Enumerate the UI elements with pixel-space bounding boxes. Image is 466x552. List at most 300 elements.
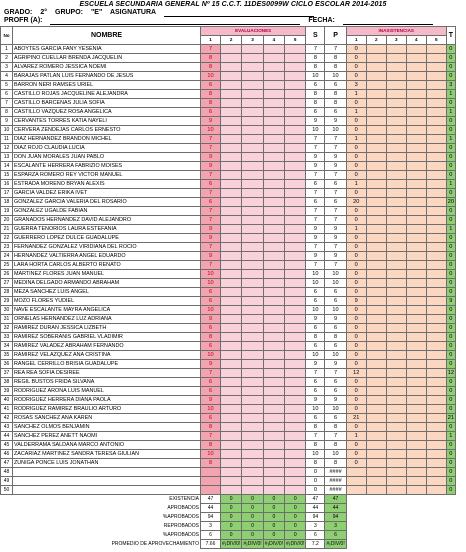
inasistencia-1-cell[interactable]: 1	[346, 90, 366, 99]
eval-3-cell[interactable]	[242, 108, 263, 117]
eval-5-cell[interactable]	[285, 342, 306, 351]
eval-2-cell[interactable]	[221, 162, 242, 171]
eval-2-cell[interactable]	[221, 216, 242, 225]
inasistencia-1-cell[interactable]: 1	[346, 180, 366, 189]
eval-5-cell[interactable]	[285, 261, 306, 270]
inasistencia-2-cell[interactable]	[366, 342, 386, 351]
inasistencia-4-cell[interactable]	[406, 387, 426, 396]
eval-3-cell[interactable]	[242, 369, 263, 378]
eval-1-cell[interactable]: 9	[201, 315, 221, 324]
inasistencia-2-cell[interactable]	[366, 198, 386, 207]
eval-2-cell[interactable]	[221, 198, 242, 207]
eval-5-cell[interactable]	[285, 144, 306, 153]
inasistencia-5-cell[interactable]	[426, 261, 446, 270]
eval-4-cell[interactable]	[263, 414, 284, 423]
inasistencia-3-cell[interactable]	[386, 234, 406, 243]
inasistencia-1-cell[interactable]: 0	[346, 252, 366, 261]
eval-4-cell[interactable]	[263, 234, 284, 243]
eval-4-cell[interactable]	[263, 459, 284, 468]
inasistencia-2-cell[interactable]	[366, 216, 386, 225]
eval-5-cell[interactable]	[285, 486, 306, 495]
inasistencia-3-cell[interactable]	[386, 189, 406, 198]
eval-5-cell[interactable]	[285, 207, 306, 216]
eval-1-cell[interactable]: 9	[201, 225, 221, 234]
eval-3-cell[interactable]	[242, 270, 263, 279]
eval-4-cell[interactable]	[263, 126, 284, 135]
eval-5-cell[interactable]	[285, 270, 306, 279]
inasistencia-2-cell[interactable]	[366, 477, 386, 486]
inasistencia-4-cell[interactable]	[406, 279, 426, 288]
inasistencia-2-cell[interactable]	[366, 45, 386, 54]
inasistencia-1-cell[interactable]: 0	[346, 216, 366, 225]
eval-4-cell[interactable]	[263, 423, 284, 432]
eval-2-cell[interactable]	[221, 180, 242, 189]
inasistencia-4-cell[interactable]	[406, 486, 426, 495]
inasistencia-4-cell[interactable]	[406, 270, 426, 279]
eval-1-cell[interactable]: 9	[201, 117, 221, 126]
eval-3-cell[interactable]	[242, 414, 263, 423]
eval-5-cell[interactable]	[285, 333, 306, 342]
eval-3-cell[interactable]	[242, 180, 263, 189]
inasistencia-4-cell[interactable]	[406, 450, 426, 459]
inasistencia-5-cell[interactable]	[426, 171, 446, 180]
inasistencia-5-cell[interactable]	[426, 126, 446, 135]
inasistencia-3-cell[interactable]	[386, 288, 406, 297]
eval-3-cell[interactable]	[242, 387, 263, 396]
eval-5-cell[interactable]	[285, 387, 306, 396]
eval-4-cell[interactable]	[263, 207, 284, 216]
eval-3-cell[interactable]	[242, 252, 263, 261]
eval-2-cell[interactable]	[221, 288, 242, 297]
inasistencia-3-cell[interactable]	[386, 423, 406, 432]
eval-4-cell[interactable]	[263, 477, 284, 486]
inasistencia-5-cell[interactable]	[426, 225, 446, 234]
inasistencia-1-cell[interactable]: 0	[346, 171, 366, 180]
eval-2-cell[interactable]	[221, 270, 242, 279]
inasistencia-3-cell[interactable]	[386, 396, 406, 405]
eval-4-cell[interactable]	[263, 360, 284, 369]
inasistencia-3-cell[interactable]	[386, 378, 406, 387]
eval-1-cell[interactable]: 10	[201, 72, 221, 81]
inasistencia-3-cell[interactable]	[386, 81, 406, 90]
eval-1-cell[interactable]: 6	[201, 288, 221, 297]
eval-4-cell[interactable]	[263, 351, 284, 360]
eval-4-cell[interactable]	[263, 90, 284, 99]
inasistencia-2-cell[interactable]	[366, 99, 386, 108]
inasistencia-3-cell[interactable]	[386, 369, 406, 378]
eval-5-cell[interactable]	[285, 252, 306, 261]
eval-2-cell[interactable]	[221, 396, 242, 405]
inasistencia-1-cell[interactable]: 0	[346, 189, 366, 198]
eval-4-cell[interactable]	[263, 108, 284, 117]
inasistencia-5-cell[interactable]	[426, 279, 446, 288]
eval-3-cell[interactable]	[242, 162, 263, 171]
inasistencia-2-cell[interactable]	[366, 279, 386, 288]
inasistencia-2-cell[interactable]	[366, 162, 386, 171]
inasistencia-2-cell[interactable]	[366, 396, 386, 405]
eval-1-cell[interactable]: 7	[201, 171, 221, 180]
eval-4-cell[interactable]	[263, 450, 284, 459]
inasistencia-4-cell[interactable]	[406, 342, 426, 351]
eval-2-cell[interactable]	[221, 360, 242, 369]
eval-2-cell[interactable]	[221, 468, 242, 477]
eval-5-cell[interactable]	[285, 477, 306, 486]
inasistencia-5-cell[interactable]	[426, 396, 446, 405]
eval-4-cell[interactable]	[263, 252, 284, 261]
eval-3-cell[interactable]	[242, 207, 263, 216]
eval-3-cell[interactable]	[242, 45, 263, 54]
inasistencia-2-cell[interactable]	[366, 180, 386, 189]
eval-1-cell[interactable]: 9	[201, 396, 221, 405]
eval-4-cell[interactable]	[263, 324, 284, 333]
eval-3-cell[interactable]	[242, 468, 263, 477]
eval-5-cell[interactable]	[285, 306, 306, 315]
inasistencia-4-cell[interactable]	[406, 99, 426, 108]
inasistencia-1-cell[interactable]: 3	[346, 81, 366, 90]
inasistencia-4-cell[interactable]	[406, 198, 426, 207]
inasistencia-5-cell[interactable]	[426, 450, 446, 459]
eval-3-cell[interactable]	[242, 486, 263, 495]
inasistencia-3-cell[interactable]	[386, 333, 406, 342]
inasistencia-1-cell[interactable]: 0	[346, 45, 366, 54]
eval-1-cell[interactable]: 10	[201, 450, 221, 459]
eval-5-cell[interactable]	[285, 63, 306, 72]
inasistencia-4-cell[interactable]	[406, 54, 426, 63]
inasistencia-5-cell[interactable]	[426, 180, 446, 189]
eval-3-cell[interactable]	[242, 90, 263, 99]
eval-4-cell[interactable]	[263, 99, 284, 108]
inasistencia-2-cell[interactable]	[366, 63, 386, 72]
eval-3-cell[interactable]	[242, 261, 263, 270]
inasistencia-1-cell[interactable]: 1	[346, 135, 366, 144]
inasistencia-3-cell[interactable]	[386, 117, 406, 126]
inasistencia-4-cell[interactable]	[406, 405, 426, 414]
eval-1-cell[interactable]: 8	[201, 441, 221, 450]
eval-3-cell[interactable]	[242, 135, 263, 144]
inasistencia-3-cell[interactable]	[386, 162, 406, 171]
inasistencia-1-cell[interactable]: 0	[346, 126, 366, 135]
inasistencia-4-cell[interactable]	[406, 369, 426, 378]
inasistencia-4-cell[interactable]	[406, 108, 426, 117]
inasistencia-2-cell[interactable]	[366, 378, 386, 387]
inasistencia-5-cell[interactable]	[426, 342, 446, 351]
inasistencia-4-cell[interactable]	[406, 126, 426, 135]
inasistencia-1-cell[interactable]: 20	[346, 198, 366, 207]
eval-3-cell[interactable]	[242, 234, 263, 243]
eval-3-cell[interactable]	[242, 171, 263, 180]
eval-1-cell[interactable]: 10	[201, 405, 221, 414]
eval-3-cell[interactable]	[242, 99, 263, 108]
eval-5-cell[interactable]	[285, 72, 306, 81]
inasistencia-5-cell[interactable]	[426, 477, 446, 486]
eval-3-cell[interactable]	[242, 225, 263, 234]
inasistencia-3-cell[interactable]	[386, 486, 406, 495]
inasistencia-4-cell[interactable]	[406, 153, 426, 162]
inasistencia-1-cell[interactable]: 9	[346, 297, 366, 306]
eval-3-cell[interactable]	[242, 360, 263, 369]
eval-2-cell[interactable]	[221, 117, 242, 126]
inasistencia-3-cell[interactable]	[386, 171, 406, 180]
inasistencia-2-cell[interactable]	[366, 468, 386, 477]
inasistencia-3-cell[interactable]	[386, 72, 406, 81]
inasistencia-5-cell[interactable]	[426, 405, 446, 414]
inasistencia-3-cell[interactable]	[386, 270, 406, 279]
eval-5-cell[interactable]	[285, 297, 306, 306]
inasistencia-4-cell[interactable]	[406, 189, 426, 198]
inasistencia-1-cell[interactable]: 0	[346, 270, 366, 279]
inasistencia-4-cell[interactable]	[406, 135, 426, 144]
eval-3-cell[interactable]	[242, 216, 263, 225]
inasistencia-2-cell[interactable]	[366, 261, 386, 270]
inasistencia-1-cell[interactable]: 1	[346, 432, 366, 441]
inasistencia-4-cell[interactable]	[406, 81, 426, 90]
eval-2-cell[interactable]	[221, 63, 242, 72]
inasistencia-4-cell[interactable]	[406, 243, 426, 252]
eval-1-cell[interactable]: 10	[201, 306, 221, 315]
eval-4-cell[interactable]	[263, 225, 284, 234]
inasistencia-4-cell[interactable]	[406, 216, 426, 225]
eval-5-cell[interactable]	[285, 459, 306, 468]
eval-1-cell[interactable]: 6	[201, 198, 221, 207]
eval-3-cell[interactable]	[242, 72, 263, 81]
eval-3-cell[interactable]	[242, 450, 263, 459]
inasistencia-2-cell[interactable]	[366, 108, 386, 117]
eval-3-cell[interactable]	[242, 81, 263, 90]
eval-5-cell[interactable]	[285, 432, 306, 441]
inasistencia-5-cell[interactable]	[426, 423, 446, 432]
eval-3-cell[interactable]	[242, 117, 263, 126]
eval-3-cell[interactable]	[242, 63, 263, 72]
eval-4-cell[interactable]	[263, 468, 284, 477]
eval-2-cell[interactable]	[221, 45, 242, 54]
eval-5-cell[interactable]	[285, 423, 306, 432]
eval-2-cell[interactable]	[221, 171, 242, 180]
inasistencia-4-cell[interactable]	[406, 333, 426, 342]
eval-5-cell[interactable]	[285, 414, 306, 423]
inasistencia-1-cell[interactable]: 0	[346, 234, 366, 243]
inasistencia-4-cell[interactable]	[406, 63, 426, 72]
eval-3-cell[interactable]	[242, 342, 263, 351]
inasistencia-5-cell[interactable]	[426, 387, 446, 396]
eval-4-cell[interactable]	[263, 135, 284, 144]
eval-2-cell[interactable]	[221, 387, 242, 396]
inasistencia-2-cell[interactable]	[366, 144, 386, 153]
inasistencia-4-cell[interactable]	[406, 468, 426, 477]
inasistencia-1-cell[interactable]: 0	[346, 459, 366, 468]
eval-1-cell[interactable]: 6	[201, 324, 221, 333]
inasistencia-5-cell[interactable]	[426, 117, 446, 126]
eval-1-cell[interactable]: 10	[201, 270, 221, 279]
inasistencia-1-cell[interactable]: 0	[346, 306, 366, 315]
inasistencia-3-cell[interactable]	[386, 90, 406, 99]
inasistencia-3-cell[interactable]	[386, 360, 406, 369]
inasistencia-5-cell[interactable]	[426, 360, 446, 369]
inasistencia-3-cell[interactable]	[386, 243, 406, 252]
eval-1-cell[interactable]: 9	[201, 360, 221, 369]
eval-3-cell[interactable]	[242, 189, 263, 198]
eval-4-cell[interactable]	[263, 306, 284, 315]
eval-5-cell[interactable]	[285, 468, 306, 477]
inasistencia-2-cell[interactable]	[366, 135, 386, 144]
eval-2-cell[interactable]	[221, 432, 242, 441]
inasistencia-5-cell[interactable]	[426, 216, 446, 225]
inasistencia-1-cell[interactable]: 0	[346, 315, 366, 324]
eval-5-cell[interactable]	[285, 351, 306, 360]
inasistencia-4-cell[interactable]	[406, 315, 426, 324]
inasistencia-2-cell[interactable]	[366, 441, 386, 450]
inasistencia-4-cell[interactable]	[406, 306, 426, 315]
inasistencia-4-cell[interactable]	[406, 144, 426, 153]
eval-2-cell[interactable]	[221, 252, 242, 261]
eval-1-cell[interactable]: 6	[201, 180, 221, 189]
eval-1-cell[interactable]: 8	[201, 90, 221, 99]
inasistencia-1-cell[interactable]: 21	[346, 414, 366, 423]
inasistencia-1-cell[interactable]: 0	[346, 396, 366, 405]
eval-4-cell[interactable]	[263, 54, 284, 63]
eval-5-cell[interactable]	[285, 441, 306, 450]
inasistencia-4-cell[interactable]	[406, 207, 426, 216]
eval-4-cell[interactable]	[263, 369, 284, 378]
inasistencia-2-cell[interactable]	[366, 405, 386, 414]
eval-3-cell[interactable]	[242, 477, 263, 486]
inasistencia-4-cell[interactable]	[406, 261, 426, 270]
inasistencia-1-cell[interactable]: 0	[346, 54, 366, 63]
eval-2-cell[interactable]	[221, 477, 242, 486]
inasistencia-1-cell[interactable]: 0	[346, 405, 366, 414]
inasistencia-5-cell[interactable]	[426, 486, 446, 495]
inasistencia-2-cell[interactable]	[366, 315, 386, 324]
eval-2-cell[interactable]	[221, 99, 242, 108]
inasistencia-4-cell[interactable]	[406, 171, 426, 180]
inasistencia-5-cell[interactable]	[426, 252, 446, 261]
inasistencia-1-cell[interactable]: 1	[346, 225, 366, 234]
inasistencia-1-cell[interactable]: 0	[346, 342, 366, 351]
inasistencia-5-cell[interactable]	[426, 198, 446, 207]
eval-2-cell[interactable]	[221, 207, 242, 216]
inasistencia-5-cell[interactable]	[426, 468, 446, 477]
inasistencia-3-cell[interactable]	[386, 387, 406, 396]
eval-4-cell[interactable]	[263, 441, 284, 450]
inasistencia-1-cell[interactable]: 0	[346, 117, 366, 126]
eval-4-cell[interactable]	[263, 315, 284, 324]
inasistencia-1-cell[interactable]: 0	[346, 72, 366, 81]
eval-2-cell[interactable]	[221, 72, 242, 81]
inasistencia-3-cell[interactable]	[386, 99, 406, 108]
eval-1-cell[interactable]: 7	[201, 432, 221, 441]
inasistencia-1-cell[interactable]: 0	[346, 288, 366, 297]
inasistencia-2-cell[interactable]	[366, 234, 386, 243]
inasistencia-1-cell[interactable]: 0	[346, 351, 366, 360]
inasistencia-4-cell[interactable]	[406, 225, 426, 234]
eval-1-cell[interactable]: 6	[201, 378, 221, 387]
eval-3-cell[interactable]	[242, 396, 263, 405]
eval-5-cell[interactable]	[285, 54, 306, 63]
inasistencia-5-cell[interactable]	[426, 90, 446, 99]
eval-3-cell[interactable]	[242, 333, 263, 342]
inasistencia-3-cell[interactable]	[386, 279, 406, 288]
inasistencia-2-cell[interactable]	[366, 252, 386, 261]
inasistencia-4-cell[interactable]	[406, 477, 426, 486]
eval-2-cell[interactable]	[221, 90, 242, 99]
eval-2-cell[interactable]	[221, 414, 242, 423]
inasistencia-3-cell[interactable]	[386, 477, 406, 486]
inasistencia-2-cell[interactable]	[366, 72, 386, 81]
inasistencia-3-cell[interactable]	[386, 252, 406, 261]
eval-3-cell[interactable]	[242, 144, 263, 153]
inasistencia-1-cell[interactable]: 0	[346, 378, 366, 387]
eval-4-cell[interactable]	[263, 171, 284, 180]
eval-1-cell[interactable]: 7	[201, 369, 221, 378]
inasistencia-4-cell[interactable]	[406, 162, 426, 171]
inasistencia-2-cell[interactable]	[366, 171, 386, 180]
eval-2-cell[interactable]	[221, 369, 242, 378]
eval-2-cell[interactable]	[221, 189, 242, 198]
inasistencia-3-cell[interactable]	[386, 441, 406, 450]
inasistencia-3-cell[interactable]	[386, 315, 406, 324]
eval-4-cell[interactable]	[263, 333, 284, 342]
eval-2-cell[interactable]	[221, 225, 242, 234]
inasistencia-1-cell[interactable]: 0	[346, 99, 366, 108]
inasistencia-3-cell[interactable]	[386, 225, 406, 234]
inasistencia-5-cell[interactable]	[426, 189, 446, 198]
eval-4-cell[interactable]	[263, 396, 284, 405]
inasistencia-2-cell[interactable]	[366, 225, 386, 234]
inasistencia-2-cell[interactable]	[366, 117, 386, 126]
inasistencia-3-cell[interactable]	[386, 351, 406, 360]
eval-1-cell[interactable]: 8	[201, 333, 221, 342]
eval-4-cell[interactable]	[263, 279, 284, 288]
inasistencia-2-cell[interactable]	[366, 360, 386, 369]
inasistencia-3-cell[interactable]	[386, 108, 406, 117]
eval-5-cell[interactable]	[285, 315, 306, 324]
inasistencia-5-cell[interactable]	[426, 234, 446, 243]
eval-5-cell[interactable]	[285, 396, 306, 405]
inasistencia-5-cell[interactable]	[426, 297, 446, 306]
inasistencia-1-cell[interactable]: 0	[346, 261, 366, 270]
eval-4-cell[interactable]	[263, 81, 284, 90]
inasistencia-5-cell[interactable]	[426, 243, 446, 252]
eval-5-cell[interactable]	[285, 153, 306, 162]
eval-4-cell[interactable]	[263, 198, 284, 207]
inasistencia-3-cell[interactable]	[386, 135, 406, 144]
inasistencia-2-cell[interactable]	[366, 459, 386, 468]
eval-4-cell[interactable]	[263, 189, 284, 198]
eval-1-cell[interactable]: 8	[201, 54, 221, 63]
eval-1-cell[interactable]: 10	[201, 279, 221, 288]
eval-2-cell[interactable]	[221, 81, 242, 90]
inasistencia-2-cell[interactable]	[366, 306, 386, 315]
inasistencia-3-cell[interactable]	[386, 45, 406, 54]
eval-2-cell[interactable]	[221, 126, 242, 135]
inasistencia-1-cell[interactable]: 0	[346, 63, 366, 72]
eval-5-cell[interactable]	[285, 108, 306, 117]
inasistencia-2-cell[interactable]	[366, 207, 386, 216]
inasistencia-2-cell[interactable]	[366, 333, 386, 342]
inasistencia-2-cell[interactable]	[366, 351, 386, 360]
inasistencia-5-cell[interactable]	[426, 144, 446, 153]
eval-3-cell[interactable]	[242, 54, 263, 63]
eval-1-cell[interactable]: 9	[201, 234, 221, 243]
inasistencia-4-cell[interactable]	[406, 441, 426, 450]
eval-4-cell[interactable]	[263, 72, 284, 81]
profr-field[interactable]	[50, 18, 300, 25]
eval-2-cell[interactable]	[221, 351, 242, 360]
eval-4-cell[interactable]	[263, 342, 284, 351]
inasistencia-5-cell[interactable]	[426, 306, 446, 315]
eval-3-cell[interactable]	[242, 243, 263, 252]
inasistencia-4-cell[interactable]	[406, 324, 426, 333]
eval-2-cell[interactable]	[221, 261, 242, 270]
